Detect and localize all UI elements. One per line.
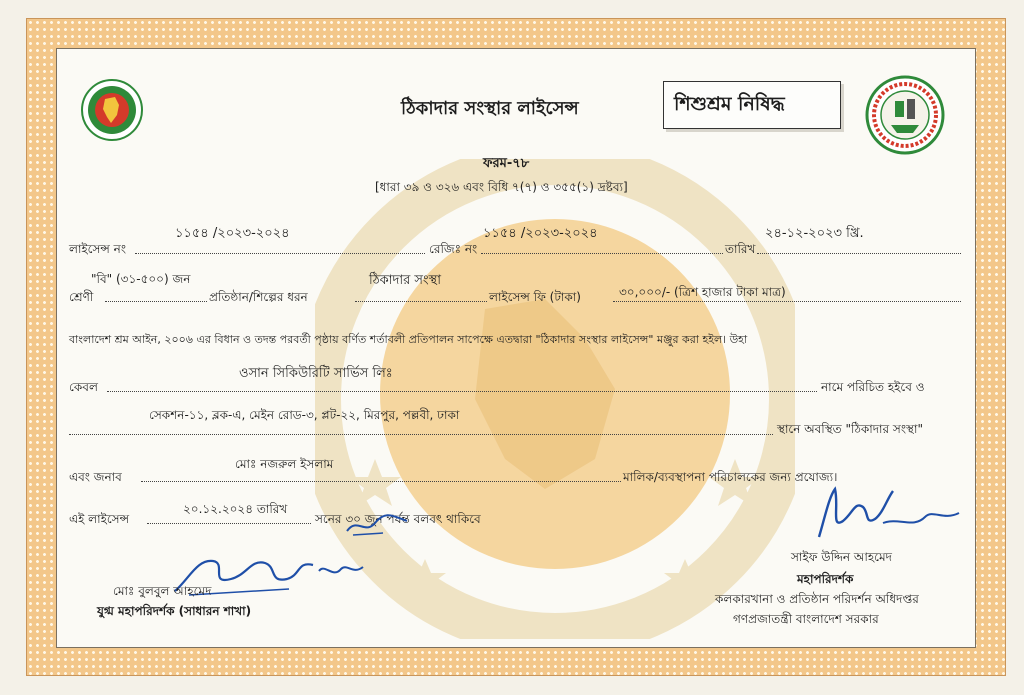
license-certificate (56, 48, 976, 648)
grant-statement: বাংলাদেশ শ্রম আইন, ২০০৬ এর বিধান ও তদন্ত পরবর্তী পৃষ্ঠায় বর্ণিত শর্তাবলী প্রতিপালন সাপেক্ষে এতদ্বারা "ঠিকাদার সংস্থার লাইসেন্স" মঞ্জুর করা হইল। উহা (69, 333, 748, 346)
certificate-title: ঠিকাদার সংস্থার লাইসেন্স (401, 98, 579, 119)
form-number: ফরম-৭৮ (483, 156, 530, 171)
validity-suffix: সনের ৩০ জুন পর্যন্ত বলবৎ থাকিবে (315, 512, 481, 526)
category-label: শ্রেণী (69, 290, 94, 304)
right-signatory-designation: মহাপরিদর্শক (797, 572, 854, 586)
category-value: "বি" (৩১-৫০০) জন (91, 272, 191, 286)
license-number-value: ১১৫৪ /২০২৩-২০২৪ (175, 226, 290, 241)
right-signatory-government: গণপ্রজাতন্ত্রী বাংলাদেশ সরকার (733, 612, 879, 626)
organization-type-value: ঠিকাদার সংস্থা (369, 273, 441, 288)
company-name-value: ওসান সিকিউরিটি সার্ভিস লিঃ (239, 366, 393, 381)
issue-date-label: তারিখ (725, 242, 756, 256)
validity-date-value: ২০.১২.২০২৪ তারিখ (183, 502, 288, 516)
right-signatory-name: সাইফ উদ্দিন আহমেদ (791, 550, 892, 564)
company-name-prefix: কেবল (69, 380, 98, 394)
child-labour-notice (663, 81, 841, 129)
organization-type-label: প্রতিষ্ঠান/শিল্পের ধরন (209, 290, 308, 304)
owner-prefix: এবং জনাব (69, 470, 122, 484)
child-labour-notice-text: শিশুশ্রম নিষিদ্ধ (674, 93, 785, 115)
left-signatory-name: মোঃ বুলবুল আহমেদ (113, 584, 212, 598)
owner-suffix: মালিক/ব্যবস্থাপনা পরিচালকের জন্য প্রযোজ্য। (623, 470, 838, 484)
legal-reference: [ধারা ৩৯ ও ৩২৬ এবং বিধি ৭(৭) ও ৩৫৫(১) দ্রষ্টব্য] (375, 180, 628, 194)
initial-signature-icon (343, 509, 413, 539)
company-name-suffix: নামে পরিচিত হইবে ও (821, 380, 925, 394)
dife-seal-icon (865, 75, 945, 155)
license-fee-label: লাইসেন্স ফি (টাকা) (489, 290, 581, 304)
left-signatory-designation: যুগ্ম মহাপরিদর্শক (সাধারন শাখা) (97, 604, 252, 618)
registration-number-value: ১১৫৪ /২০২৩-২০২৪ (483, 226, 598, 241)
right-signatory-office: কলকারখানা ও প্রতিষ্ঠান পরিদর্শন অধিদপ্তর (715, 592, 919, 606)
address-value: সেকশন-১১, ব্লক-এ, মেইন রোড-৩, প্লট-২২, মিরপুর, পল্লবী, ঢাকা (149, 408, 460, 422)
validity-prefix: এই লাইসেন্স (69, 512, 130, 526)
right-signature-icon (813, 477, 963, 547)
license-fee-value: ৩০,০০০/- (ত্রিশ হাজার টাকা মাত্র) (619, 285, 786, 299)
address-suffix: স্থানে অবস্থিত "ঠিকাদার সংস্থা" (777, 422, 923, 436)
license-number-label: লাইসেন্স নং (69, 242, 126, 256)
government-seal-icon (81, 79, 143, 141)
issue-date-value: ২৪-১২-২০২৩ খ্রি. (765, 226, 864, 241)
registration-number-label: রেজিঃ নং (429, 242, 478, 256)
owner-name-value: মোঃ নজরুল ইসলাম (235, 457, 334, 471)
